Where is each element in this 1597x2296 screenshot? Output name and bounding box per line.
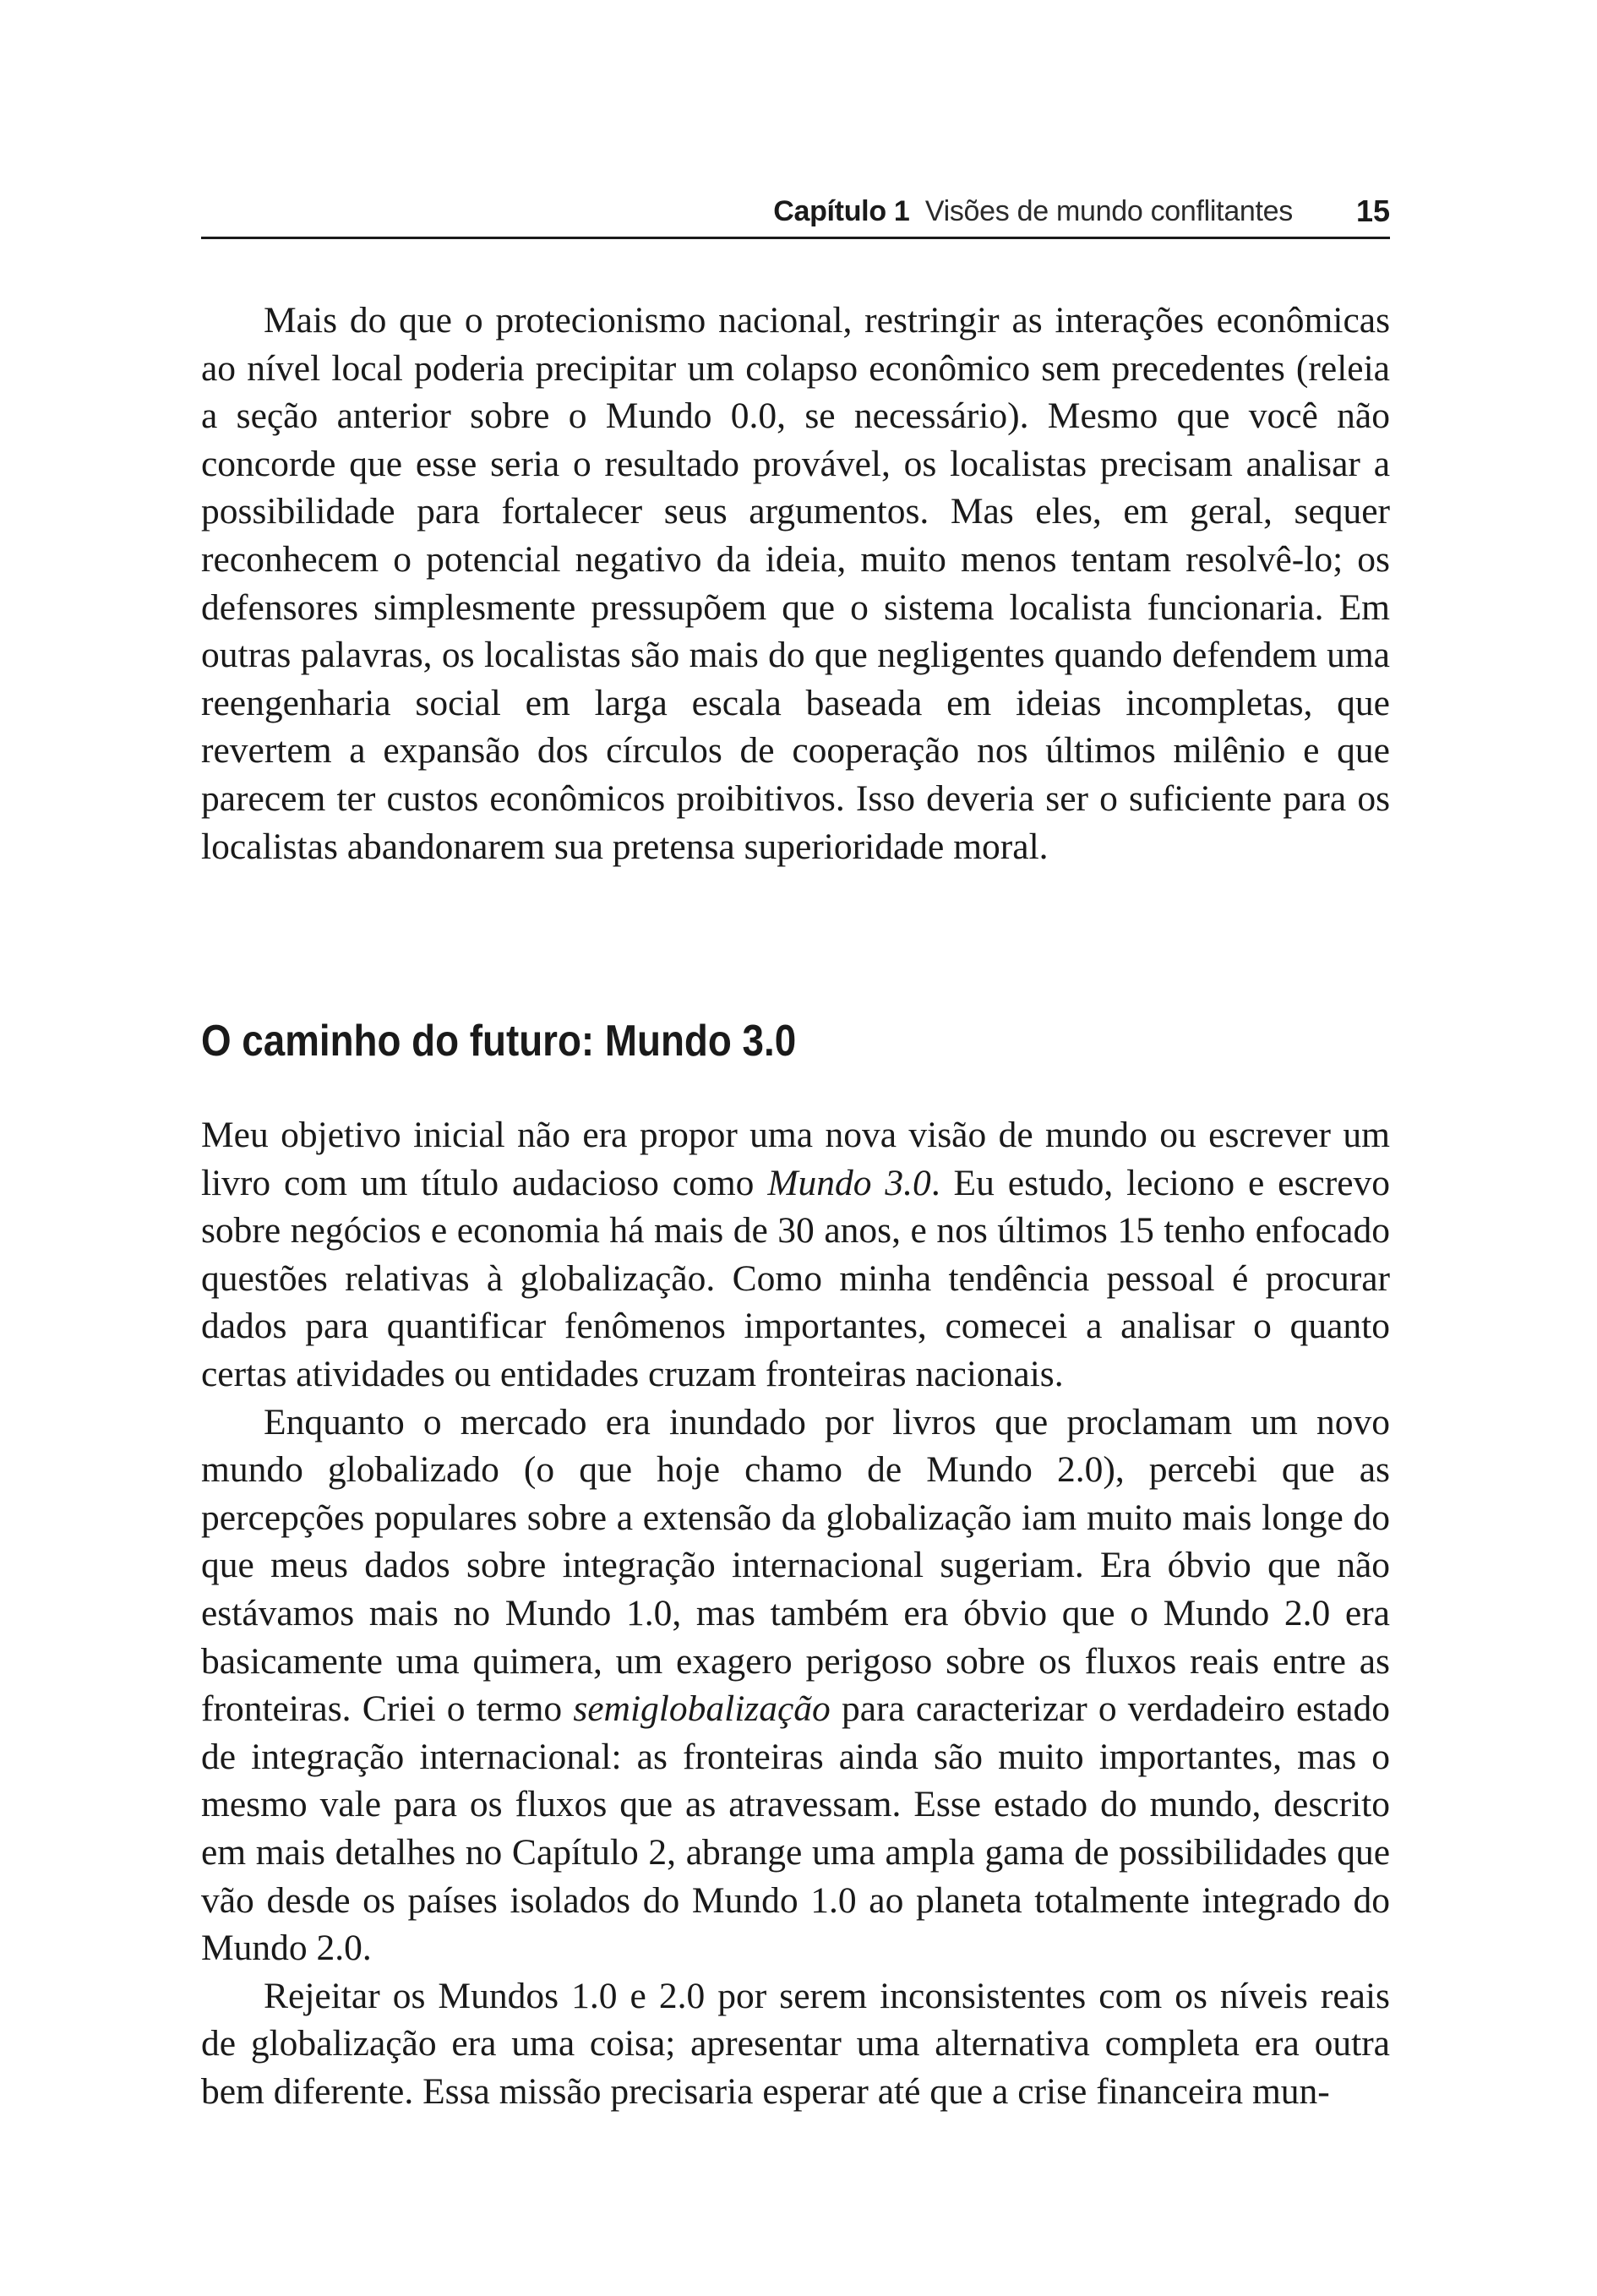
running-header bbox=[201, 193, 1390, 239]
paragraph-text: para caracterizar o verdadeiro estado de integração internacional: as fronteiras ainda são muito importantes, mas o mesmo vale para os fluxos que as atravessam. Esse estado do mundo, descrito em mais detalhes no Capítulo 2, abrange uma ampla gama de possibilidades que vão desde os países isolados do Mundo 1.0 ao planeta totalmente integrado do Mundo 2.0. bbox=[201, 1688, 1390, 1969]
paragraph-text: Meu objetivo inicial não era propor uma nova visão de mundo ou escrever um livro com um título audacioso como bbox=[201, 1115, 1390, 1203]
chapter-label: Capítulo 1 bbox=[773, 195, 910, 227]
body-paragraph bbox=[201, 1399, 1390, 1972]
paragraph-text: Enquanto o mercado era inundado por livros que proclamam um novo mundo globalizado (o que hoje chamo de Mundo 2.0), percebi que as percepções populares sobre a extensão da globalização iam muito mais longe do que meus dados sobre integração internacional sugeriam. Era óbvio que não estávamos mais no Mundo 1.0, mas também era óbvio que o Mundo 2.0 era basicamente uma quimera, um exagero perigoso sobre os fluxos reais entre as fronteiras. Criei o termo bbox=[201, 1401, 1390, 1730]
body-paragraph bbox=[201, 1111, 1390, 1399]
italic-book-title: Mundo 3.0 bbox=[767, 1162, 931, 1203]
body-paragraph: Mais do que o protecionismo nacional, restringir as interações econômicas ao nível local poderia precipitar um colapso econômico sem precedentes (releia a seção anterior sobre o Mundo 0.0, se necessário). Mesmo que você não concorde que esse seria o resultado provável, os localistas precisam analisar a possibilidade para fortalecer seus argumentos. Mas eles, em geral, sequer reconhecem o potencial negativo da ideia, muito menos tentam resolvê-lo; os defensores simplesmente pressupõem que o sistema localista funcionaria. Em outras palavras, os localistas são mais do que negligentes quando defendem uma reengenharia social em larga escala baseada em ideias incompletas, que revertem a expansão dos círculos de cooperação nos últimos milênio e que parecem ter custos econômicos proibitivos. Isso deveria ser o suficiente para os localistas abandonarem sua pretensa superioridade moral. bbox=[201, 300, 1390, 867]
section-heading: O caminho do futuro: Mundo 3.0 bbox=[201, 1017, 797, 1066]
page-number: 15 bbox=[1355, 194, 1390, 228]
running-header-text bbox=[773, 189, 1293, 233]
italic-term: semiglobalização bbox=[573, 1688, 831, 1730]
chapter-title: Visões de mundo conflitantes bbox=[924, 195, 1293, 227]
text-block-section bbox=[201, 1111, 1390, 2115]
body-paragraph: Rejeitar os Mundos 1.0 e 2.0 por serem inconsistentes com os níveis reais de globalização era uma coisa; apresentar uma alternativa completa era outra bem diferente. Essa missão precisaria esperar até que a crise financeira mun- bbox=[201, 1975, 1390, 2112]
paragraph-text: . Eu estudo, leciono e escrevo sobre negócios e economia há mais de 30 anos, e nos últimos 15 tenho enfocado questões relativas à globalização. Como minha tendência pessoal é procurar dados para quantificar fenômenos importantes, comecei a analisar o quanto certas atividades ou entidades cruzam fronteiras nacionais. bbox=[201, 1162, 1391, 1394]
text-block-top bbox=[201, 297, 1390, 870]
